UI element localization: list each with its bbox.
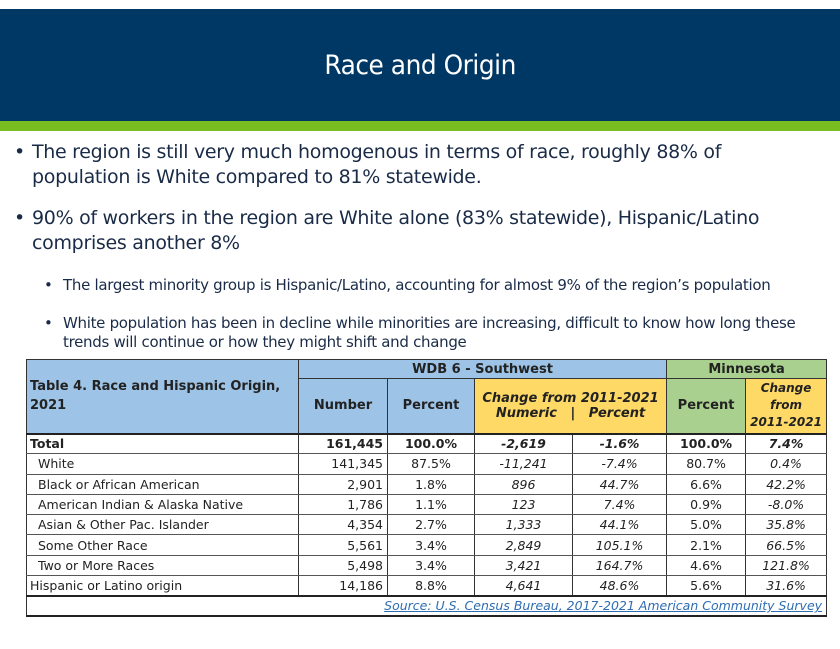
row-label: Some Other Race: [27, 535, 299, 555]
bullet-item: [14, 140, 819, 190]
col-header-mn-change: [746, 379, 827, 434]
group-header-wdb: WDB 6 - Southwest: [299, 360, 667, 379]
mn-change-line2: from: [770, 398, 802, 413]
slide-title: Race and Origin: [324, 49, 516, 81]
cell-change-numeric: 4,641: [475, 576, 573, 596]
cell-change-numeric: 896: [475, 474, 573, 494]
row-label: Black or African American: [27, 474, 299, 494]
race-origin-table: [26, 359, 827, 617]
cell-percent: 2.7%: [388, 515, 475, 535]
cell-percent: 87.5%: [388, 454, 475, 474]
cell-number: 5,498: [299, 555, 388, 575]
bullet-icon: •: [14, 207, 25, 229]
col-header-mn-percent: Percent: [667, 379, 746, 434]
row-label: Hispanic or Latino origin: [27, 576, 299, 596]
table-row: [27, 576, 827, 596]
bullet-icon: •: [44, 314, 53, 332]
cell-mn-percent: 4.6%: [667, 555, 746, 575]
cell-number: 5,561: [299, 535, 388, 555]
cell-mn-change: 31.6%: [746, 576, 827, 596]
col-header-percent: Percent: [388, 379, 475, 434]
cell-mn-change: 42.2%: [746, 474, 827, 494]
table-source-row: [27, 596, 827, 616]
cell-mn-change: 0.4%: [746, 454, 827, 474]
change-header-line2: Numeric | Percent: [495, 405, 646, 421]
bullet-text: White population has been in decline while minorities are increasing, difficult to know how long these trends will continue or how they might shift and change: [63, 314, 796, 351]
table-row: [27, 454, 827, 474]
cell-change-numeric: 2,849: [475, 535, 573, 555]
row-label: Asian & Other Pac. Islander: [27, 515, 299, 535]
cell-change-percent: 164.7%: [573, 555, 667, 575]
col-header-number: Number: [299, 379, 388, 434]
cell-change-numeric: -11,241: [475, 454, 573, 474]
cell-mn-percent: 0.9%: [667, 494, 746, 514]
cell-change-numeric: 123: [475, 494, 573, 514]
cell-mn-change: -8.0%: [746, 494, 827, 514]
bullet-icon: •: [44, 276, 53, 294]
cell-change-percent: 105.1%: [573, 535, 667, 555]
cell-change-numeric: 3,421: [475, 555, 573, 575]
cell-mn-change: 7.4%: [746, 434, 827, 454]
table-row: [27, 535, 827, 555]
cell-change-percent: -1.6%: [573, 434, 667, 454]
race-origin-table-container: [26, 359, 826, 617]
cell-number: 14,186: [299, 576, 388, 596]
cell-change-numeric: 1,333: [475, 515, 573, 535]
table-row: [27, 494, 827, 514]
bullet-text: The region is still very much homogenous in terms of race, roughly 88% of population is White compared to 81% statewide.: [32, 141, 722, 188]
cell-mn-change: 121.8%: [746, 555, 827, 575]
cell-change-percent: 44.1%: [573, 515, 667, 535]
cell-number: 2,901: [299, 474, 388, 494]
slide-title-band: [0, 9, 840, 121]
change-header-line1: Change from 2011-2021: [482, 390, 659, 406]
source-link[interactable]: Source: U.S. Census Bureau, 2017-2021 American Community Survey: [384, 598, 823, 614]
cell-percent: 1.8%: [388, 474, 475, 494]
col-header-change: [475, 379, 667, 434]
sub-bullet-item: [44, 276, 824, 295]
table-row: [27, 555, 827, 575]
cell-mn-percent: 5.6%: [667, 576, 746, 596]
cell-percent: 8.8%: [388, 576, 475, 596]
cell-change-numeric: -2,619: [475, 434, 573, 454]
row-label: Two or More Races: [27, 555, 299, 575]
cell-number: 1,786: [299, 494, 388, 514]
bullet-text: The largest minority group is Hispanic/Latino, accounting for almost 9% of the region’s population: [63, 276, 771, 294]
cell-percent: 100.0%: [388, 434, 475, 454]
table-row-total: [27, 434, 827, 454]
cell-percent: 3.4%: [388, 555, 475, 575]
row-label: White: [27, 454, 299, 474]
group-header-minnesota: Minnesota: [667, 360, 827, 379]
cell-mn-change: 66.5%: [746, 535, 827, 555]
cell-number: 4,354: [299, 515, 388, 535]
cell-number: 141,345: [299, 454, 388, 474]
cell-change-percent: 7.4%: [573, 494, 667, 514]
mn-change-line1: Change: [760, 381, 812, 396]
source-cell: [27, 596, 827, 616]
row-label: American Indian & Alaska Native: [27, 494, 299, 514]
table-row: [27, 515, 827, 535]
bullet-item: [14, 206, 819, 256]
sub-bullet-item: [44, 314, 824, 352]
cell-change-percent: 48.6%: [573, 576, 667, 596]
cell-change-percent: -7.4%: [573, 454, 667, 474]
cell-percent: 1.1%: [388, 494, 475, 514]
cell-mn-percent: 6.6%: [667, 474, 746, 494]
cell-mn-change: 35.8%: [746, 515, 827, 535]
bullet-icon: •: [14, 141, 25, 163]
cell-number: 161,445: [299, 434, 388, 454]
accent-stripe: [0, 121, 840, 131]
cell-percent: 3.4%: [388, 535, 475, 555]
cell-mn-percent: 80.7%: [667, 454, 746, 474]
cell-change-percent: 44.7%: [573, 474, 667, 494]
table-title: Table 4. Race and Hispanic Origin, 2021: [27, 360, 299, 434]
row-label: Total: [27, 434, 299, 454]
table-row: [27, 474, 827, 494]
cell-mn-percent: 2.1%: [667, 535, 746, 555]
cell-mn-percent: 100.0%: [667, 434, 746, 454]
mn-change-line3: 2011-2021: [750, 415, 822, 430]
cell-mn-percent: 5.0%: [667, 515, 746, 535]
bullet-text: 90% of workers in the region are White alone (83% statewide), Hispanic/Latino comprises another 8%: [32, 207, 760, 254]
